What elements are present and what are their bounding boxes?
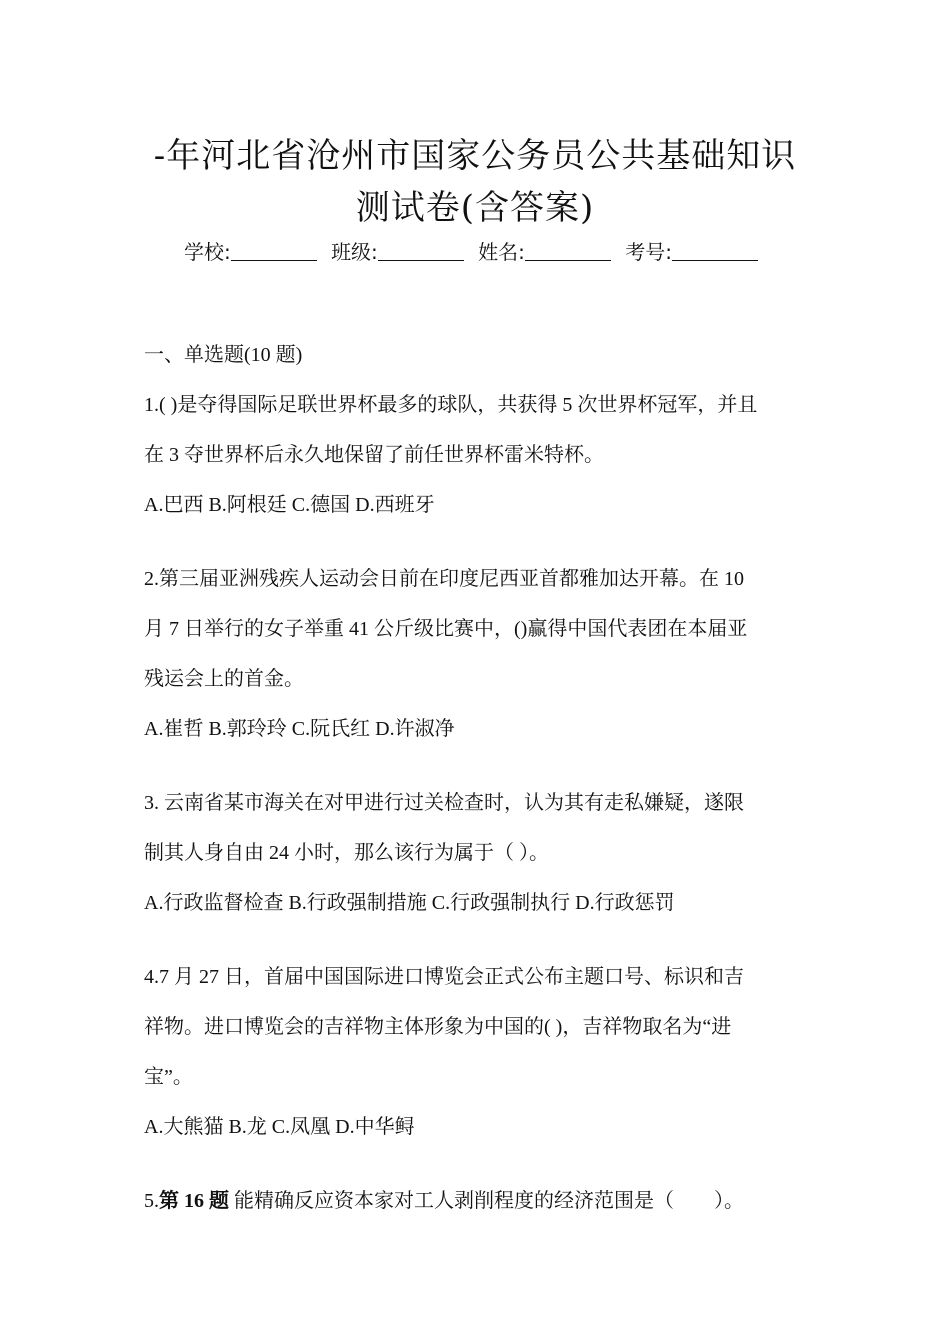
section-heading: 一、单选题(10 题) <box>144 344 303 366</box>
name-label: 姓名: <box>478 240 525 264</box>
document-title-line-2: 测试卷(含答案) <box>355 188 595 228</box>
question-2-line-3: 残运会上的首金。 <box>144 668 304 690</box>
question-4-line-3: 宝”。 <box>144 1066 193 1088</box>
question-5-line-1 <box>144 1184 744 1213</box>
question-5-text: 能精确反应资本家对工人剥削程度的经济范围是（ ）。 <box>229 1190 744 1212</box>
exam-number-blank <box>672 242 758 261</box>
question-2-line-2: 月 7 日举行的女子举重 41 公斤级比赛中，()赢得中国代表团在本届亚 <box>144 618 748 640</box>
question-3-line-1: 3. 云南省某市海关在对甲进行过关检查时，认为其有走私嫌疑，遂限 <box>144 792 744 814</box>
school-label: 学校: <box>183 240 231 264</box>
class-label: 班级: <box>331 240 378 264</box>
exam-number-label: 考号: <box>625 240 673 264</box>
question-1-options: A.巴西 B.阿根廷 C.德国 D.西班牙 <box>144 494 435 516</box>
school-blank <box>231 242 317 261</box>
student-info-row <box>0 236 950 265</box>
question-1-line-2: 在 3 夺世界杯后永久地保留了前任世界杯雷米特杯。 <box>144 444 604 466</box>
question-1-line-1: 1.( )是夺得国际足联世界杯最多的球队，共获得 5 次世界杯冠军，并且 <box>144 394 758 416</box>
question-5-tag: 第 16 题 <box>159 1190 229 1212</box>
name-blank <box>525 242 611 261</box>
question-5-number: 5. <box>144 1190 159 1212</box>
question-2-line-1: 2.第三届亚洲残疾人运动会日前在印度尼西亚首都雅加达开幕。在 10 <box>144 568 744 590</box>
question-4-line-1: 4.7 月 27 日，首届中国国际进口博览会正式公布主题口号、标识和吉 <box>144 966 744 988</box>
question-3-line-2: 制其人身自由 24 小时，那么该行为属于（ ）。 <box>144 842 549 864</box>
question-2-options: A.崔哲 B.郭玲玲 C.阮氏红 D.许淑净 <box>144 718 455 740</box>
class-blank <box>378 242 464 261</box>
question-4-options: A.大熊猫 B.龙 C.凤凰 D.中华鲟 <box>144 1116 415 1138</box>
question-3-options: A.行政监督检查 B.行政强制措施 C.行政强制执行 D.行政惩罚 <box>144 892 675 914</box>
question-4-line-2: 祥物。进口博览会的吉祥物主体形象为中国的( )，吉祥物取名为“进 <box>144 1016 732 1038</box>
document-title-line-1: -年河北省沧州市国家公务员公共基础知识 <box>153 136 797 176</box>
